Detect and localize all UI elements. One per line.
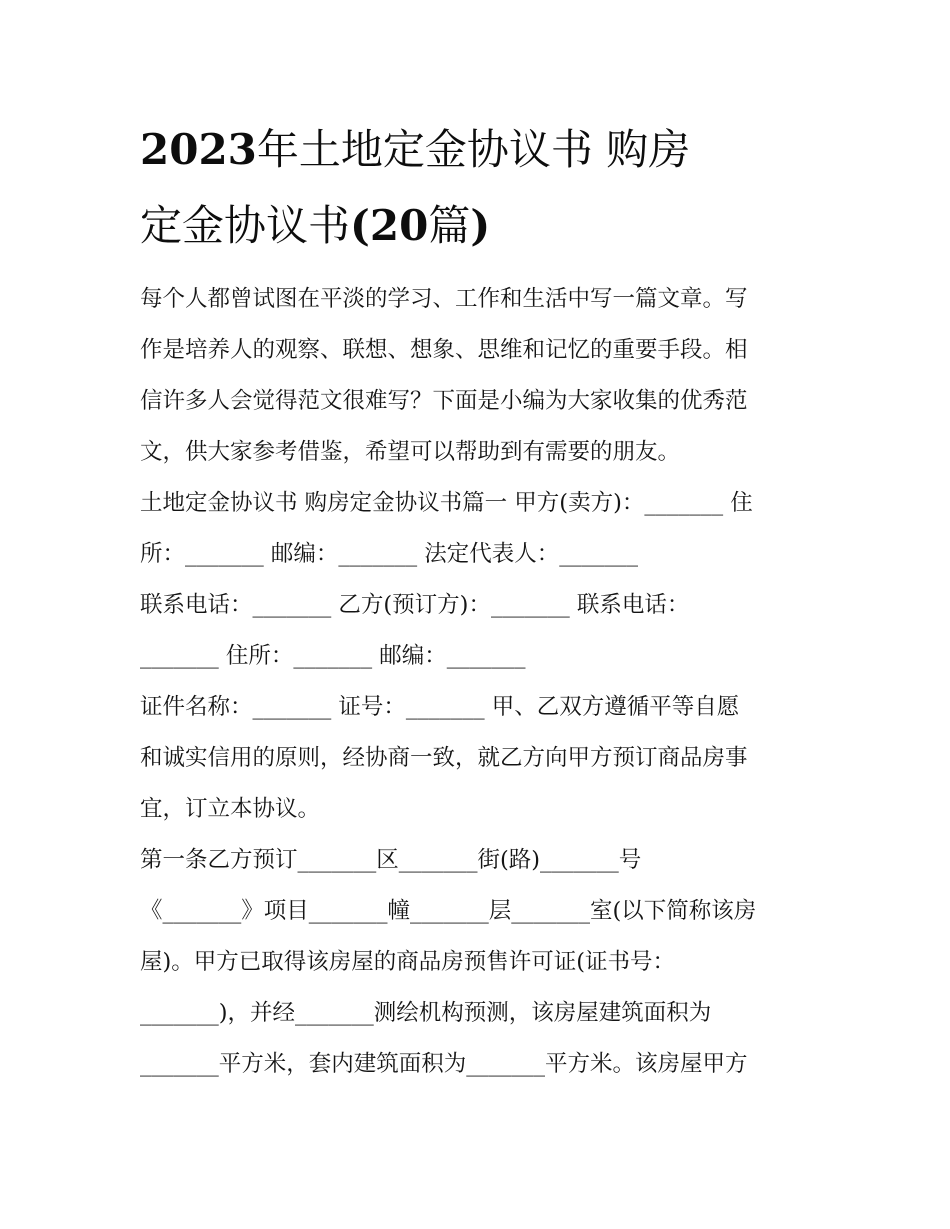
paragraph-line: 所：_______ 邮编：_______ 法定代表人：_______ [140, 541, 639, 567]
paragraph [140, 835, 820, 1090]
paragraph-line: 信许多人会觉得范文很难写？下面是小编为大家收集的优秀范 [140, 388, 748, 414]
paragraph-line: 土地定金协议书 购房定金协议书篇一 甲方(卖方)：_______ 住 [140, 490, 753, 516]
paragraph-line: 屋)。甲方已取得该房屋的商品房预售许可证(证书号： [140, 949, 676, 975]
paragraph-line: _______)，并经_______测绘机构预测，该房屋建筑面积为 [140, 1000, 712, 1026]
title-line-2-mid: 篇 [428, 201, 471, 250]
document-content [140, 112, 820, 1090]
paragraph-line: 第一条乙方预订_______区_______街(路)_______号 [140, 847, 642, 873]
paragraph [140, 274, 820, 478]
title-line-1 [140, 112, 820, 188]
paragraph-line: 每个人都曾试图在平淡的学习、工作和生活中写一篇文章。写 [140, 286, 748, 312]
title-count: (20 [350, 201, 429, 250]
paragraph-line: 作是培养人的观察、联想、想象、思维和记忆的重要手段。相 [140, 337, 748, 363]
paragraph [140, 682, 820, 835]
paragraph-line: 文，供大家参考借鉴，希望可以帮助到有需要的朋友。 [140, 439, 681, 465]
title-line-2-end: ) [470, 201, 491, 250]
paragraph-line: _______平方米，套内建筑面积为_______平方米。该房屋甲方 [140, 1051, 748, 1077]
paragraph-line: 联系电话：_______ 乙方(预订方)：_______ 联系电话： [140, 592, 690, 618]
title-line-1-text: 年土地定金协议书 购房 [256, 125, 691, 174]
document-title [140, 112, 820, 264]
document-body [140, 274, 820, 1090]
paragraph-line: 宜，订立本协议。 [140, 796, 321, 822]
title-year: 2023 [140, 125, 257, 174]
paragraph-line: _______ 住所：_______ 邮编：_______ [140, 643, 526, 669]
paragraph-line: 《_______》项目_______幢_______层_______室(以下简称该房 [140, 898, 757, 924]
paragraph-line: 证件名称：_______ 证号：_______ 甲、乙双方遵循平等自愿 [140, 694, 740, 720]
paragraph [140, 478, 820, 580]
title-line-2-start: 定金协议书 [140, 201, 351, 250]
title-line-2 [140, 188, 820, 264]
paragraph [140, 580, 820, 682]
paragraph-line: 和诚实信用的原则，经协商一致，就乙方向甲方预订商品房事 [140, 745, 748, 771]
